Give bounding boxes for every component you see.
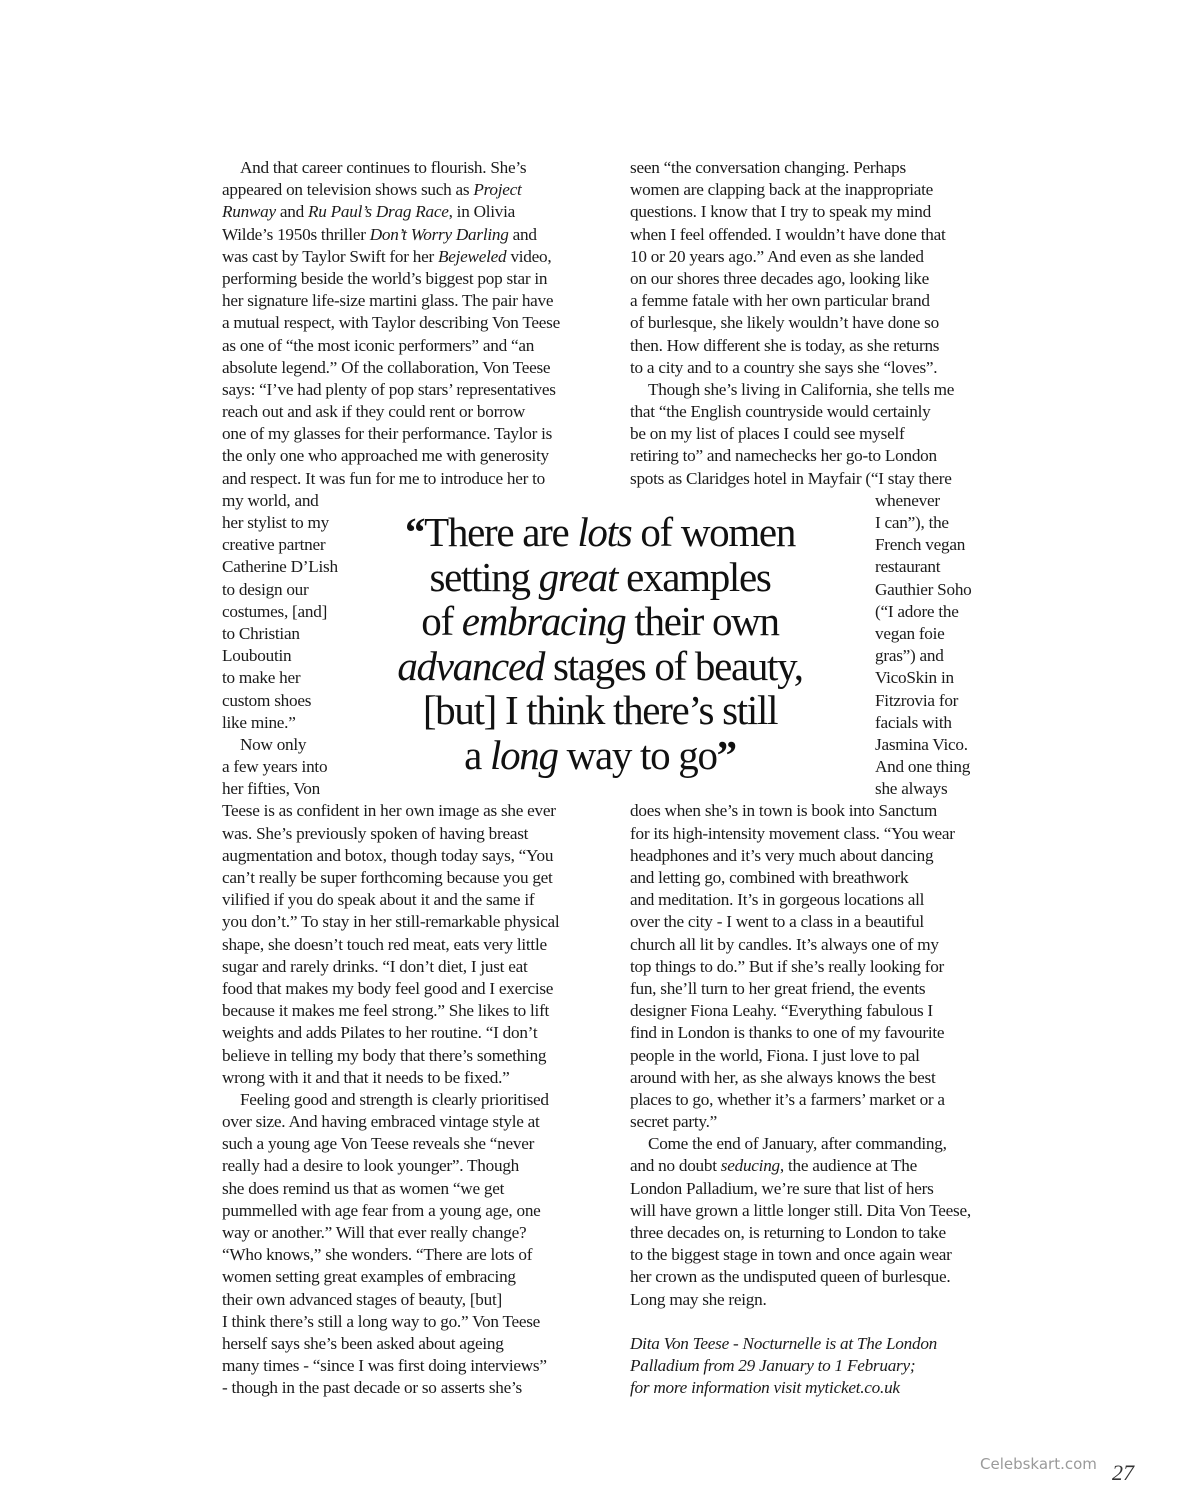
text-segment: questions. I know that I try to speak my mind xyxy=(630,202,931,222)
italic-segment: long xyxy=(490,731,558,778)
event-credit xyxy=(630,1333,937,1400)
text-segment: of burlesque, she likely wouldn’t have done so xyxy=(630,313,939,333)
text-line xyxy=(222,268,602,290)
text-line xyxy=(222,823,602,845)
text-line xyxy=(630,1155,1010,1177)
pull-quote-line xyxy=(340,555,860,600)
italic-segment: great xyxy=(538,553,618,600)
text-segment: three decades on, is returning to London to take xyxy=(630,1223,946,1242)
text-segment: and respect. It was fun for me to introduce her to xyxy=(222,468,546,488)
text-segment: reach out and ask if they could rent or borrow xyxy=(222,402,526,422)
text-segment: her stylist to my xyxy=(222,513,329,532)
text-line xyxy=(630,1111,1010,1133)
text-segment: way to go xyxy=(557,731,717,778)
text-line xyxy=(222,1266,602,1288)
credit-line: Dita Von Teese - Nocturnelle is at The London xyxy=(630,1334,938,1353)
text-segment: people in the world, Fiona. I just love to pal xyxy=(630,1045,920,1065)
text-segment: Catherine D’Lish xyxy=(222,557,338,577)
text-line xyxy=(630,268,1010,290)
text-segment: my world, and xyxy=(222,490,319,510)
text-line xyxy=(222,1000,602,1022)
text-line xyxy=(630,1222,1010,1244)
text-segment: Wilde’s 1950s thriller xyxy=(222,224,370,244)
text-segment: weights and adds Pilates to her routine. “I don’t xyxy=(222,1023,538,1043)
text-line xyxy=(630,1289,1010,1311)
text-line xyxy=(630,445,1010,467)
text-line xyxy=(630,290,1010,312)
text-line xyxy=(222,1155,602,1177)
text-line xyxy=(222,1333,602,1355)
text-segment: of women xyxy=(631,509,796,555)
text-segment: Teese is as confident in her own image as she ever xyxy=(222,801,556,821)
italic-segment: Don’t Worry Darling xyxy=(369,224,509,244)
text-line xyxy=(222,1244,602,1266)
text-line xyxy=(630,1067,1010,1089)
text-line xyxy=(630,157,1010,179)
text-segment: women setting great examples of embracing xyxy=(222,1267,516,1287)
text-segment: London Palladium, we’re sure that list of hers xyxy=(630,1178,934,1198)
text-line xyxy=(222,1022,602,1044)
text-line xyxy=(630,312,1010,334)
text-segment: vilified if you do speak about it and the same if xyxy=(222,890,535,910)
text-segment: to make her xyxy=(222,668,301,688)
text-segment: does when she’s in town is book into Sanctum xyxy=(630,801,937,821)
text-line xyxy=(630,934,1010,956)
text-line xyxy=(222,1377,602,1399)
italic-segment: Bejeweled xyxy=(438,246,507,266)
text-segment: a few years into xyxy=(222,757,328,777)
text-segment: And one thing xyxy=(875,757,971,777)
text-line xyxy=(222,978,602,1000)
text-line xyxy=(222,357,602,379)
text-segment: French vegan xyxy=(875,535,966,555)
text-segment: a femme fatale with her own particular brand xyxy=(630,291,930,311)
text-segment: and xyxy=(275,202,309,222)
text-segment: examples xyxy=(617,553,771,600)
text-segment: to design our xyxy=(222,579,309,599)
text-segment: Though she’s living in California, she tells me xyxy=(648,379,955,399)
text-segment: one of my glasses for their performance. Taylor is xyxy=(222,424,553,444)
text-line xyxy=(222,179,602,201)
text-segment: when I feel offended. I wouldn’t have done that xyxy=(630,224,946,244)
text-line xyxy=(630,357,1010,379)
text-segment: because it makes me feel strong.” She likes to lift xyxy=(222,1001,550,1021)
text-line xyxy=(630,201,1010,223)
text-line xyxy=(630,978,1010,1000)
text-line xyxy=(222,1111,602,1133)
text-line xyxy=(630,379,1010,401)
quote-mark: ” xyxy=(716,731,736,778)
text-segment: retiring to” and namechecks her go-to London xyxy=(630,446,937,466)
text-segment: a xyxy=(464,731,490,778)
text-segment: then. How different she is today, as she returns xyxy=(630,335,940,355)
text-line xyxy=(222,1089,602,1111)
text-segment: she always xyxy=(875,779,948,799)
watermark: Celebskart.com xyxy=(980,1455,1097,1473)
text-line xyxy=(222,1200,602,1222)
italic-segment: Ru Paul’s Drag Race xyxy=(308,202,449,222)
text-line xyxy=(222,224,602,246)
article-left-column xyxy=(222,157,602,1400)
text-line xyxy=(222,911,602,933)
text-line xyxy=(630,401,1010,423)
text-segment: wrong with it and that it needs to be fixed.” xyxy=(222,1067,510,1087)
pull-quote-line xyxy=(340,644,860,689)
text-segment: believe in telling my body that there’s something xyxy=(222,1045,547,1065)
text-segment: was cast by Taylor Swift for her xyxy=(222,246,439,266)
italic-segment: Runway xyxy=(222,202,276,222)
text-segment: find in London is thanks to one of my favourite xyxy=(630,1023,945,1043)
text-segment: the only one who approached me with generosity xyxy=(222,446,549,466)
text-segment: Fitzrovia for xyxy=(875,690,959,710)
text-line xyxy=(222,934,602,956)
text-line xyxy=(222,1067,602,1089)
text-line xyxy=(630,1178,1010,1200)
italic-segment: Project xyxy=(473,180,522,200)
text-segment: herself says she’s been asked about ageing xyxy=(222,1333,504,1353)
text-segment: her fifties, Von xyxy=(222,779,320,799)
text-segment: restaurant xyxy=(875,557,941,577)
text-segment: was. She’s previously spoken of having breast xyxy=(222,823,529,843)
text-segment: and meditation. It’s in gorgeous locations all xyxy=(630,890,925,910)
text-line xyxy=(630,468,1010,490)
text-segment: can’t really be super forthcoming because you get xyxy=(222,868,553,887)
text-line xyxy=(630,1000,1010,1022)
text-segment: her signature life-size martini glass. The pair have xyxy=(222,291,554,311)
text-segment: facials with xyxy=(875,712,952,732)
text-segment: vegan foie xyxy=(875,623,945,643)
text-line xyxy=(222,889,602,911)
text-line xyxy=(630,1022,1010,1044)
text-segment: over size. And having embraced vintage style at xyxy=(222,1112,540,1132)
text-segment: stages of beauty, xyxy=(544,642,803,689)
text-segment: absolute legend.” Of the collaboration, Von Teese xyxy=(222,357,551,377)
text-line xyxy=(630,956,1010,978)
text-segment: headphones and it’s very much about dancing xyxy=(630,845,934,865)
text-line xyxy=(222,246,602,268)
text-segment: And that career continues to flourish. She’s xyxy=(240,158,527,177)
text-line xyxy=(222,468,602,490)
text-line xyxy=(630,246,1010,268)
text-segment: Now only xyxy=(240,734,307,754)
text-line xyxy=(222,1355,602,1377)
text-segment: on our shores three decades ago, looking like xyxy=(630,268,929,288)
credit-line: for more information visit myticket.co.uk xyxy=(630,1378,900,1398)
credit-line: Palladium from 29 January to 1 February; xyxy=(630,1356,916,1376)
text-segment: as one of “the most iconic performers” and “an xyxy=(222,335,535,355)
text-segment: “Who knows,” she wonders. “There are lots of xyxy=(222,1245,533,1265)
text-line xyxy=(222,290,602,312)
text-line xyxy=(222,335,602,357)
text-segment: Come the end of January, after commanding, xyxy=(648,1134,947,1154)
text-line xyxy=(222,312,602,334)
italic-segment: advanced xyxy=(397,642,545,689)
text-segment: appeared on television shows such as xyxy=(222,180,474,200)
text-segment: Long may she reign. xyxy=(630,1289,767,1309)
quote-mark: “ xyxy=(404,509,425,555)
text-segment: to Christian xyxy=(222,623,300,643)
pull-quote-line xyxy=(340,510,860,555)
text-line xyxy=(630,1200,1010,1222)
text-line xyxy=(222,1178,602,1200)
pull-quote-line xyxy=(340,733,860,778)
text-line xyxy=(222,423,602,445)
text-line xyxy=(630,867,1010,889)
text-segment: fun, she’ll turn to her great friend, the events xyxy=(630,978,926,998)
text-segment: There are xyxy=(424,509,578,555)
text-line xyxy=(630,845,1010,867)
text-segment: to a city and to a country she says she “loves”. xyxy=(630,357,938,377)
text-line xyxy=(222,157,602,179)
text-segment: women are clapping back at the inappropriate xyxy=(630,180,934,200)
text-segment: (“I adore the xyxy=(875,601,959,621)
text-segment: [but] I think there’s still xyxy=(422,687,778,733)
text-segment: that “the English countryside would certainly xyxy=(630,402,931,422)
text-segment: way or another.” Will that ever really change? xyxy=(222,1223,527,1242)
text-segment: their own advanced stages of beauty, [but] xyxy=(222,1289,502,1309)
text-line xyxy=(630,1244,1010,1266)
text-segment: top things to do.” But if she’s really looking for xyxy=(630,956,945,976)
text-line xyxy=(630,823,1010,845)
text-segment: whenever xyxy=(875,490,940,510)
text-segment: for its high-intensity movement class. “You wear xyxy=(630,823,955,843)
text-segment: pummelled with age fear from a young age, one xyxy=(222,1200,541,1220)
text-segment: her crown as the undisputed queen of burlesque. xyxy=(630,1267,951,1287)
text-segment: over the city - I went to a class in a beautiful xyxy=(630,912,924,932)
text-segment: of xyxy=(421,598,462,644)
text-line xyxy=(222,867,602,889)
text-segment: their own xyxy=(625,598,779,644)
text-line xyxy=(222,845,602,867)
text-segment: Gauthier Soho xyxy=(875,579,972,599)
text-segment: and letting go, combined with breathwork xyxy=(630,868,909,887)
text-segment: will have grown a little longer still. Dita Von Teese, xyxy=(630,1200,971,1220)
text-segment: you don’t.” To stay in her still-remarkable physical xyxy=(222,912,560,932)
text-line xyxy=(630,778,1010,800)
text-line xyxy=(630,1089,1010,1111)
text-line xyxy=(222,1133,602,1155)
text-segment: a mutual respect, with Taylor describing Von Teese xyxy=(222,313,560,333)
text-line xyxy=(630,1266,1010,1288)
text-line xyxy=(222,401,602,423)
text-segment: like mine.” xyxy=(222,712,296,732)
text-line xyxy=(222,956,602,978)
text-segment: seen “the conversation changing. Perhaps xyxy=(630,158,906,177)
text-line xyxy=(222,1289,602,1311)
text-segment: shape, she doesn’t touch red meat, eats very little xyxy=(222,934,547,954)
text-segment: secret party.” xyxy=(630,1112,717,1132)
text-line xyxy=(222,201,602,223)
text-segment: really had a desire to look younger”. Though xyxy=(222,1156,520,1176)
text-segment: creative partner xyxy=(222,535,326,555)
text-segment: says: “I’ve had plenty of pop stars’ representatives xyxy=(222,379,556,399)
text-segment: she does remind us that as women “we get xyxy=(222,1178,505,1198)
text-line xyxy=(222,379,602,401)
text-segment: many times - “since I was first doing interviews” xyxy=(222,1356,547,1376)
text-segment: be on my list of places I could see myself xyxy=(630,424,905,444)
italic-segment: lots xyxy=(577,509,632,555)
text-segment: custom shoes xyxy=(222,690,312,710)
text-segment: - though in the past decade or so asserts she’s xyxy=(222,1378,522,1398)
text-segment: and no doubt xyxy=(630,1156,721,1176)
text-line xyxy=(630,889,1010,911)
text-segment: places to go, whether it’s a farmers’ market or a xyxy=(630,1089,945,1109)
text-segment: performing beside the world’s biggest pop star in xyxy=(222,268,548,288)
text-segment: 10 or 20 years ago.” And even as she landed xyxy=(630,246,924,266)
text-segment: to the biggest stage in town and once again wear xyxy=(630,1245,952,1265)
text-segment: setting xyxy=(429,553,539,600)
pull-quote-line xyxy=(340,688,860,733)
text-line xyxy=(222,778,602,800)
text-segment: costumes, [and] xyxy=(222,601,328,621)
pull-quote xyxy=(340,510,860,777)
text-segment: video, xyxy=(506,246,552,266)
pull-quote-line xyxy=(340,599,860,644)
text-line xyxy=(630,224,1010,246)
text-segment: Louboutin xyxy=(222,646,292,666)
text-line xyxy=(630,335,1010,357)
text-line xyxy=(222,800,602,822)
text-line xyxy=(630,423,1010,445)
text-line xyxy=(630,179,1010,201)
italic-segment: embracing xyxy=(461,598,626,644)
text-line xyxy=(222,445,602,467)
text-segment: I can”), the xyxy=(875,513,949,532)
text-segment: gras”) and xyxy=(875,646,944,666)
text-line xyxy=(630,1045,1010,1067)
text-segment: around with her, as she always knows the best xyxy=(630,1067,936,1087)
text-segment: VicoSkin in xyxy=(875,668,954,688)
text-line xyxy=(222,1045,602,1067)
page-number: 27 xyxy=(1112,1460,1134,1485)
text-segment: sugar and rarely drinks. “I don’t diet, I just eat xyxy=(222,956,528,976)
text-segment: , in Olivia xyxy=(448,202,516,222)
text-line xyxy=(222,1222,602,1244)
text-line xyxy=(630,911,1010,933)
text-segment: augmentation and botox, though today says, “You xyxy=(222,845,554,865)
text-segment: church all lit by candles. It’s always one of my xyxy=(630,934,939,954)
text-line xyxy=(630,1133,1010,1155)
text-segment: Feeling good and strength is clearly prioritised xyxy=(240,1089,549,1109)
text-segment: Jasmina Vico. xyxy=(875,734,968,754)
italic-segment: seducing xyxy=(720,1156,780,1176)
text-line xyxy=(222,1311,602,1333)
text-segment: food that makes my body feel good and I exercise xyxy=(222,978,554,998)
text-segment: designer Fiona Leahy. “Everything fabulous I xyxy=(630,1001,933,1021)
text-segment: and xyxy=(508,224,537,244)
text-segment: I think there’s still a long way to go.” Von Teese xyxy=(222,1311,541,1331)
text-segment: such a young age Von Teese reveals she “never xyxy=(222,1134,535,1154)
text-segment: spots as Claridges hotel in Mayfair (“I stay there xyxy=(630,468,952,488)
text-line xyxy=(630,800,1010,822)
text-segment: , the audience at The xyxy=(779,1156,918,1176)
